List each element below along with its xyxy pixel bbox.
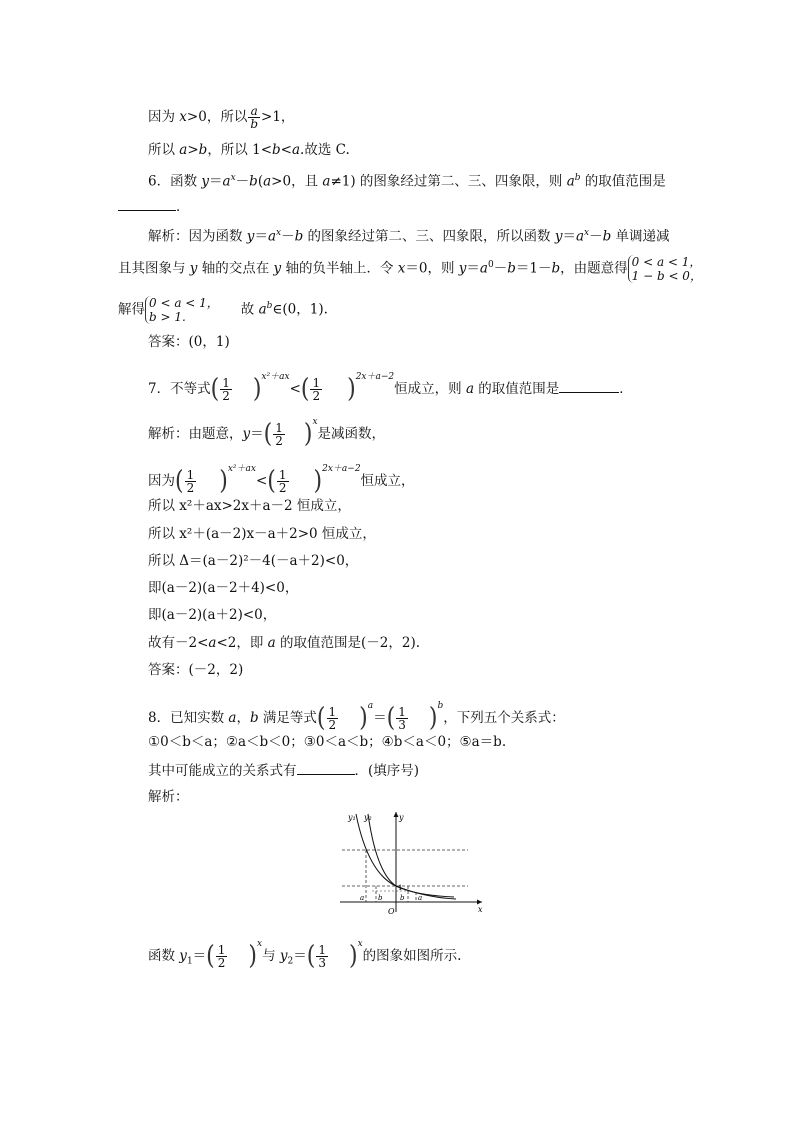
var: a xyxy=(208,635,217,651)
var: y xyxy=(189,260,198,277)
left-paren: ( xyxy=(316,702,326,733)
frac-den: 2 xyxy=(328,718,337,732)
exponent: x xyxy=(357,939,363,949)
frac-den: 2 xyxy=(222,389,230,403)
answer-blank[interactable] xyxy=(297,760,355,775)
text: 的图象如图所示. xyxy=(362,948,462,964)
right-paren: ) xyxy=(347,373,356,404)
text: < xyxy=(255,473,268,489)
text: － xyxy=(589,228,603,245)
text: 轴的负半轴上．令 xyxy=(281,260,398,277)
text: ≠1) 的图象经过第二、三、四象限，则 xyxy=(330,173,567,190)
text: － xyxy=(235,173,250,190)
var: b xyxy=(249,710,259,726)
text: ＝ xyxy=(562,228,576,245)
y-axis-arrow xyxy=(394,812,399,817)
var: y xyxy=(458,260,467,277)
right-paren: ) xyxy=(303,418,313,449)
exponent: b xyxy=(437,701,444,711)
right-paren: ) xyxy=(428,702,438,733)
equation-system xyxy=(145,296,219,324)
text: 其中可能成立的关系式有 xyxy=(148,763,297,779)
frac-num: 1 xyxy=(278,468,287,482)
frac-num: 1 xyxy=(328,705,337,719)
exponent: 2x＋a−2 xyxy=(322,464,361,474)
var: a xyxy=(222,173,231,190)
sup: x xyxy=(230,173,236,183)
text: － xyxy=(493,260,508,277)
text: 的取值范围是 xyxy=(580,173,666,190)
label-y2: y₂ xyxy=(364,813,372,822)
var: a xyxy=(228,710,237,726)
frac-den: 2 xyxy=(186,481,195,495)
text: ，下列五个关系式： xyxy=(443,710,565,726)
text: <2，即 xyxy=(216,635,268,651)
frac-den: 3 xyxy=(318,956,326,970)
exponent: x xyxy=(257,939,263,949)
var: x xyxy=(397,260,406,277)
fraction xyxy=(248,105,260,130)
sup: b xyxy=(574,173,581,183)
frac-num: 1 xyxy=(398,705,406,719)
question-6 xyxy=(148,169,666,191)
label-b1: b xyxy=(378,894,383,902)
left-paren: ( xyxy=(263,418,273,449)
answer-6: 答案：(0，1) xyxy=(148,334,230,350)
text: 所以 xyxy=(148,142,180,158)
var: y xyxy=(201,173,210,190)
frac-den: 2 xyxy=(278,481,287,495)
solution-7-line-6: 即(a－2)(a－2＋4)<0， xyxy=(148,580,299,596)
text: ＝ xyxy=(293,948,307,964)
text: ． xyxy=(619,381,633,397)
system-row: b > 1. xyxy=(149,310,186,324)
function-graph xyxy=(336,808,496,918)
right-paren: ) xyxy=(359,702,368,733)
text: 与 xyxy=(262,948,280,964)
question-8-prompt xyxy=(148,760,419,780)
frac-den: 2 xyxy=(275,434,283,448)
frac-num: 1 xyxy=(222,376,230,390)
solution-7-line-3: 所以 x²＋ax>2x＋a－2 恒成立， xyxy=(148,498,351,514)
solution-7-line-4: 所以 x²＋(a－2)x－a＋2>0 恒成立， xyxy=(148,526,376,542)
solution-8-label: 解析： xyxy=(148,789,189,805)
text: ．(填序号) xyxy=(354,763,420,779)
frac-den: 2 xyxy=(217,956,226,970)
solution-7-line-2 xyxy=(148,460,415,494)
text: ＝ xyxy=(254,228,268,245)
right-paren: ) xyxy=(248,940,257,971)
label-x: x xyxy=(478,905,483,914)
var: a xyxy=(267,635,276,651)
solution-7-line-1 xyxy=(148,413,385,447)
text: 7．不等式 xyxy=(148,381,211,397)
text: ． xyxy=(176,199,190,215)
text: < xyxy=(289,381,301,397)
fraction xyxy=(220,377,232,402)
var: a xyxy=(566,173,575,190)
curve-y1 xyxy=(356,814,456,899)
var: y xyxy=(273,260,282,277)
right-paren: ) xyxy=(252,373,262,404)
left-paren: ( xyxy=(210,373,220,404)
solution-8-line-2 xyxy=(148,935,461,971)
text: － xyxy=(281,228,295,245)
exponent: 2x＋a−2 xyxy=(355,372,395,382)
question-7 xyxy=(148,368,633,402)
text: 满足等式 xyxy=(258,710,317,726)
system-row: 0 < a < 1， xyxy=(149,296,219,310)
answer-7: 答案：(－2，2) xyxy=(148,662,244,678)
frac-den: 3 xyxy=(398,718,406,732)
frac-num: 1 xyxy=(312,376,321,390)
var: a xyxy=(263,173,272,190)
text: ＝ xyxy=(192,948,207,964)
text: ＝ xyxy=(373,710,387,726)
solution-7-line-5: 所以 Δ＝(a－2)²－4(－a＋2)<0， xyxy=(148,553,359,569)
subscript: 2 xyxy=(287,956,294,967)
label-one: 1 xyxy=(398,884,403,892)
text: 单调递减 xyxy=(611,228,670,245)
frac-den: b xyxy=(250,117,259,131)
var: b xyxy=(602,228,612,245)
var: a xyxy=(322,173,331,190)
text: 因为 xyxy=(148,473,175,489)
left-paren: ( xyxy=(300,373,310,404)
label-a1: a xyxy=(360,894,365,902)
label-y: y xyxy=(399,813,404,822)
sup: x xyxy=(276,228,282,238)
var: b xyxy=(507,260,516,277)
right-paren: ) xyxy=(219,465,228,496)
solution-6-line-1 xyxy=(148,224,670,246)
exponent: x²＋ax xyxy=(227,464,256,474)
var: b xyxy=(551,260,561,277)
text: 因为 xyxy=(148,109,180,125)
solution-6-line-2 xyxy=(118,255,702,283)
exponent: x²＋ax xyxy=(261,372,290,382)
right-paren: ) xyxy=(348,940,358,971)
text: 解析：由题意， xyxy=(148,426,243,442)
exponent: x xyxy=(312,417,318,427)
frac-num: 1 xyxy=(217,943,226,957)
question-6-blank-line xyxy=(118,196,190,216)
left-paren: ( xyxy=(206,940,215,971)
frac-num: a xyxy=(248,105,260,118)
question-8 xyxy=(148,697,565,731)
x-axis-arrow xyxy=(477,900,482,905)
label-origin: O xyxy=(388,907,395,916)
text: 故 xyxy=(240,301,259,318)
frac-num: 1 xyxy=(186,468,195,482)
answer-blank[interactable] xyxy=(118,196,176,211)
system-row: 1 − b < 0， xyxy=(631,269,702,283)
var: b xyxy=(249,173,258,190)
var: b xyxy=(294,228,304,245)
var: y xyxy=(242,426,251,442)
fraction xyxy=(277,469,289,494)
question-8-options: ①0＜b＜a；②a＜b＜0；③0＜a＜b；④b＜a＜0；⑤a＝b. xyxy=(148,734,507,750)
text: >0，且 xyxy=(271,173,323,190)
text: ( xyxy=(257,173,264,190)
text: 且其图象与 xyxy=(118,260,190,277)
text: 恒成立，则 xyxy=(394,381,466,397)
text: 恒成立， xyxy=(360,473,415,489)
label-y1: y₁ xyxy=(348,813,356,822)
line-1 xyxy=(148,105,294,130)
text: ＝ xyxy=(209,173,223,190)
text: ＝ xyxy=(250,426,264,442)
var: a xyxy=(479,260,488,277)
line-2 xyxy=(148,141,350,159)
text: 的取值范围是 xyxy=(474,381,560,397)
left-paren: ( xyxy=(267,465,276,496)
text: ，由题意得 xyxy=(560,260,628,277)
var: a xyxy=(258,301,267,318)
subscript: 1 xyxy=(186,956,193,967)
text: 轴的交点在 xyxy=(197,260,274,277)
text: ＝1－ xyxy=(515,260,552,277)
fraction xyxy=(185,469,197,494)
var: x xyxy=(179,109,187,125)
text: ∈(0，1). xyxy=(272,301,328,318)
text: 的图象经过第二、三、四象限，所以函数 xyxy=(303,228,555,245)
fraction xyxy=(273,422,285,447)
label-b2: b xyxy=(400,894,405,902)
sup: x xyxy=(584,228,590,238)
left-paren: ( xyxy=(306,940,316,971)
text: 解得 xyxy=(118,301,145,318)
equation-system xyxy=(628,255,702,283)
left-paren: ( xyxy=(175,465,184,496)
sup: b xyxy=(266,301,273,311)
frac-num: 1 xyxy=(275,421,283,435)
text: 故有－2< xyxy=(148,635,209,651)
text: 8．已知实数 xyxy=(148,710,229,726)
text: 6．函数 xyxy=(148,173,202,190)
var: y xyxy=(554,228,563,245)
exponent: a xyxy=(367,701,374,711)
fraction xyxy=(396,706,408,731)
text: ＝ xyxy=(466,260,480,277)
text: ， xyxy=(236,710,250,726)
solution-7-line-7: 即(a－2)(a＋2)<0， xyxy=(148,607,277,623)
label-a2: a xyxy=(418,894,423,902)
text: >1， xyxy=(261,109,295,125)
solution-7-line-8 xyxy=(148,634,420,652)
right-paren: ) xyxy=(313,465,323,496)
var: y xyxy=(279,948,288,964)
var: y xyxy=(179,948,187,964)
var: b<a xyxy=(272,142,301,158)
var: a xyxy=(267,228,276,245)
frac-num: 1 xyxy=(318,943,326,957)
sup: 0 xyxy=(487,260,494,270)
fraction xyxy=(327,706,339,731)
text: ，所以 1< xyxy=(207,142,273,158)
text: 是减函数， xyxy=(317,426,386,442)
curve-y2 xyxy=(368,814,454,897)
left-paren: ( xyxy=(386,702,396,733)
text: ＝0，则 xyxy=(405,260,459,277)
text: .故选 C. xyxy=(300,142,350,158)
frac-den: 2 xyxy=(312,389,321,403)
var: a xyxy=(575,228,585,245)
answer-blank[interactable] xyxy=(559,378,619,393)
system-row: 0 < a < 1， xyxy=(631,255,702,269)
fraction xyxy=(216,944,228,969)
var: a xyxy=(465,381,474,397)
var: y xyxy=(246,228,255,245)
var: a>b xyxy=(179,142,208,158)
text: 的取值范围是(－2，2). xyxy=(275,635,421,651)
text: 解析：因为函数 xyxy=(148,228,247,245)
text: 函数 xyxy=(148,948,180,964)
fraction xyxy=(316,944,328,969)
solution-6-line-3 xyxy=(118,296,328,324)
text: >0，所以 xyxy=(186,109,248,125)
fraction xyxy=(310,377,322,402)
